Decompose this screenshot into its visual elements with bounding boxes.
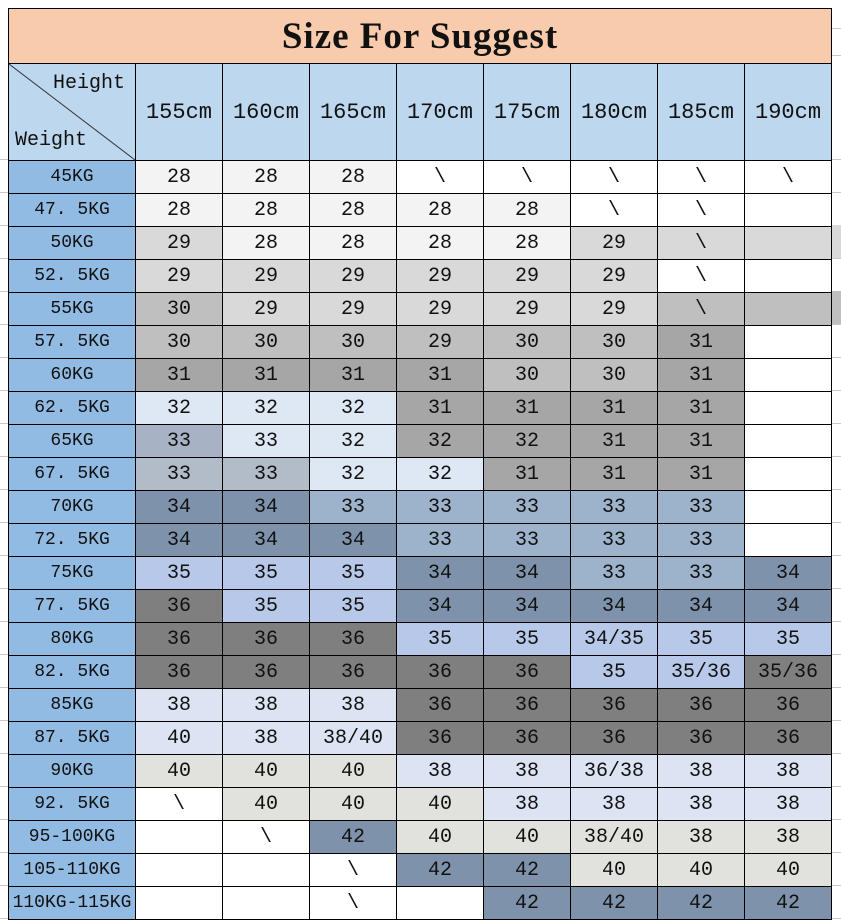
size-cell: 40 bbox=[658, 854, 745, 887]
size-cell: 28 bbox=[397, 227, 484, 260]
weight-row-label: 95-100KG bbox=[9, 821, 136, 854]
weight-row-label: 80KG bbox=[9, 623, 136, 656]
height-header: 185cm bbox=[658, 64, 745, 161]
table-row bbox=[9, 788, 832, 821]
size-cell: 38 bbox=[745, 755, 832, 788]
size-cell: 33 bbox=[223, 425, 310, 458]
size-cell: 29 bbox=[484, 260, 571, 293]
weight-row-label: 50KG bbox=[9, 227, 136, 260]
size-cell: 34 bbox=[484, 590, 571, 623]
table-row bbox=[9, 326, 832, 359]
size-cell: \ bbox=[658, 161, 745, 194]
size-cell: 36 bbox=[745, 722, 832, 755]
table-row bbox=[9, 689, 832, 722]
size-cell: 40 bbox=[397, 788, 484, 821]
size-cell: 34 bbox=[484, 557, 571, 590]
size-cell: 33 bbox=[484, 524, 571, 557]
size-cell: 38 bbox=[658, 755, 745, 788]
size-cell bbox=[745, 425, 832, 458]
height-header: 175cm bbox=[484, 64, 571, 161]
size-cell: 29 bbox=[397, 326, 484, 359]
weight-row-label: 87. 5KG bbox=[9, 722, 136, 755]
table-row bbox=[9, 194, 832, 227]
size-cell bbox=[745, 524, 832, 557]
size-cell: 40 bbox=[136, 755, 223, 788]
size-cell: 38 bbox=[223, 722, 310, 755]
weight-row-label: 77. 5KG bbox=[9, 590, 136, 623]
size-cell: 35 bbox=[658, 623, 745, 656]
size-cell: 33 bbox=[223, 458, 310, 491]
table-row bbox=[9, 425, 832, 458]
size-cell: 32 bbox=[223, 392, 310, 425]
size-cell bbox=[745, 491, 832, 524]
size-cell: 33 bbox=[397, 491, 484, 524]
size-cell: \ bbox=[658, 293, 745, 326]
size-cell: 29 bbox=[571, 227, 658, 260]
corner-cell bbox=[9, 64, 136, 161]
size-cell: 38 bbox=[484, 755, 571, 788]
size-cell bbox=[745, 326, 832, 359]
size-cell: 36 bbox=[658, 722, 745, 755]
size-cell: 36 bbox=[571, 689, 658, 722]
size-cell: 28 bbox=[310, 227, 397, 260]
table-row bbox=[9, 590, 832, 623]
size-cell: 40 bbox=[484, 821, 571, 854]
size-cell bbox=[136, 887, 223, 920]
size-cell: 29 bbox=[571, 260, 658, 293]
size-cell: 31 bbox=[658, 458, 745, 491]
size-cell bbox=[745, 194, 832, 227]
height-header: 190cm bbox=[745, 64, 832, 161]
page-title: Size For Suggest bbox=[9, 9, 832, 64]
size-cell: 40 bbox=[310, 755, 397, 788]
size-cell bbox=[136, 821, 223, 854]
size-cell: 36 bbox=[658, 689, 745, 722]
size-cell: 38 bbox=[136, 689, 223, 722]
size-cell: 40 bbox=[310, 788, 397, 821]
size-cell: 29 bbox=[310, 293, 397, 326]
table-row bbox=[9, 161, 832, 194]
size-suggest-table bbox=[8, 8, 832, 920]
size-cell: \ bbox=[571, 161, 658, 194]
size-cell: 28 bbox=[136, 194, 223, 227]
size-cell: 42 bbox=[658, 887, 745, 920]
size-cell: 36 bbox=[136, 590, 223, 623]
size-cell: 36 bbox=[484, 656, 571, 689]
size-cell: 36 bbox=[136, 656, 223, 689]
table-row bbox=[9, 887, 832, 920]
weight-row-label: 75KG bbox=[9, 557, 136, 590]
size-cell: 30 bbox=[136, 326, 223, 359]
size-cell: 42 bbox=[484, 854, 571, 887]
size-cell: \ bbox=[310, 854, 397, 887]
size-cell: 35 bbox=[397, 623, 484, 656]
size-cell: 34 bbox=[745, 590, 832, 623]
size-cell bbox=[745, 458, 832, 491]
size-cell: 40 bbox=[397, 821, 484, 854]
size-cell: 31 bbox=[658, 326, 745, 359]
size-cell bbox=[223, 854, 310, 887]
size-cell: 31 bbox=[310, 359, 397, 392]
table-row bbox=[9, 557, 832, 590]
table-row bbox=[9, 854, 832, 887]
size-cell: 34 bbox=[136, 491, 223, 524]
height-header: 165cm bbox=[310, 64, 397, 161]
weight-row-label: 62. 5KG bbox=[9, 392, 136, 425]
size-cell: \ bbox=[310, 887, 397, 920]
size-cell: 34 bbox=[223, 524, 310, 557]
size-cell: 38 bbox=[310, 689, 397, 722]
table-row bbox=[9, 491, 832, 524]
size-cell: 42 bbox=[484, 887, 571, 920]
size-cell: 35 bbox=[745, 623, 832, 656]
size-cell: \ bbox=[658, 260, 745, 293]
header-row bbox=[9, 64, 832, 161]
size-cell: \ bbox=[745, 161, 832, 194]
table-row bbox=[9, 392, 832, 425]
weight-row-label: 55KG bbox=[9, 293, 136, 326]
size-cell: 42 bbox=[745, 887, 832, 920]
size-cell: 38 bbox=[397, 755, 484, 788]
size-cell: 36 bbox=[223, 623, 310, 656]
height-header: 160cm bbox=[223, 64, 310, 161]
size-cell: 31 bbox=[484, 458, 571, 491]
size-cell: 28 bbox=[484, 194, 571, 227]
size-cell: 36 bbox=[397, 656, 484, 689]
size-cell bbox=[223, 887, 310, 920]
size-cell: 35 bbox=[571, 656, 658, 689]
table-row bbox=[9, 524, 832, 557]
size-cell: 31 bbox=[571, 425, 658, 458]
size-cell: 28 bbox=[136, 161, 223, 194]
size-cell: \ bbox=[397, 161, 484, 194]
size-cell: 35 bbox=[223, 557, 310, 590]
size-cell: 33 bbox=[136, 425, 223, 458]
size-cell: 32 bbox=[397, 425, 484, 458]
size-cell: 31 bbox=[397, 392, 484, 425]
size-cell: 36 bbox=[397, 722, 484, 755]
size-cell: 36/38 bbox=[571, 755, 658, 788]
weight-row-label: 110KG-115KG bbox=[9, 887, 136, 920]
size-cell: 38/40 bbox=[310, 722, 397, 755]
size-cell: 31 bbox=[223, 359, 310, 392]
size-cell: 40 bbox=[223, 755, 310, 788]
margin-gridline bbox=[831, 55, 841, 56]
size-cell: 30 bbox=[571, 326, 658, 359]
size-cell: 31 bbox=[658, 359, 745, 392]
size-cell bbox=[745, 260, 832, 293]
size-cell: 29 bbox=[310, 260, 397, 293]
size-cell: 30 bbox=[310, 326, 397, 359]
size-cell: 33 bbox=[571, 524, 658, 557]
table-row bbox=[9, 722, 832, 755]
size-cell: 42 bbox=[397, 854, 484, 887]
size-cell bbox=[397, 887, 484, 920]
size-cell bbox=[745, 392, 832, 425]
weight-row-label: 72. 5KG bbox=[9, 524, 136, 557]
size-cell: 36 bbox=[136, 623, 223, 656]
size-cell: 36 bbox=[484, 722, 571, 755]
weight-row-label: 90KG bbox=[9, 755, 136, 788]
size-cell: 35 bbox=[310, 590, 397, 623]
size-cell: 38 bbox=[658, 788, 745, 821]
size-cell: 33 bbox=[658, 524, 745, 557]
corner-weight-label: Weight bbox=[15, 129, 88, 152]
overflow-fill-55kg bbox=[831, 291, 841, 324]
size-cell: 38/40 bbox=[571, 821, 658, 854]
table-row bbox=[9, 260, 832, 293]
weight-row-label: 70KG bbox=[9, 491, 136, 524]
size-cell: 35 bbox=[136, 557, 223, 590]
size-cell: \ bbox=[136, 788, 223, 821]
size-cell: 31 bbox=[397, 359, 484, 392]
size-cell: 42 bbox=[571, 887, 658, 920]
title-row bbox=[9, 9, 832, 64]
size-cell: 31 bbox=[571, 458, 658, 491]
size-cell: 35 bbox=[223, 590, 310, 623]
size-cell: 34 bbox=[397, 590, 484, 623]
size-cell: 31 bbox=[136, 359, 223, 392]
size-cell: 40 bbox=[136, 722, 223, 755]
size-cell: 40 bbox=[745, 854, 832, 887]
size-cell bbox=[745, 293, 832, 326]
size-cell: \ bbox=[484, 161, 571, 194]
size-cell: 28 bbox=[223, 161, 310, 194]
size-cell: 34 bbox=[310, 524, 397, 557]
size-cell: 28 bbox=[310, 194, 397, 227]
size-cell: 28 bbox=[310, 161, 397, 194]
size-cell: 36 bbox=[484, 689, 571, 722]
size-cell: 38 bbox=[484, 788, 571, 821]
size-cell: 31 bbox=[484, 392, 571, 425]
size-cell: 31 bbox=[658, 425, 745, 458]
size-cell: 33 bbox=[658, 491, 745, 524]
size-cell: 33 bbox=[571, 557, 658, 590]
weight-row-label: 45KG bbox=[9, 161, 136, 194]
size-cell: 32 bbox=[136, 392, 223, 425]
size-cell: 35/36 bbox=[745, 656, 832, 689]
size-cell: 29 bbox=[223, 293, 310, 326]
size-cell: 38 bbox=[745, 788, 832, 821]
size-cell: 33 bbox=[310, 491, 397, 524]
size-cell: 35 bbox=[310, 557, 397, 590]
size-cell: 35 bbox=[484, 623, 571, 656]
size-cell: 36 bbox=[223, 656, 310, 689]
size-cell: 38 bbox=[658, 821, 745, 854]
size-cell: 28 bbox=[223, 227, 310, 260]
weight-row-label: 82. 5KG bbox=[9, 656, 136, 689]
size-cell: 31 bbox=[571, 392, 658, 425]
size-cell: 36 bbox=[310, 623, 397, 656]
size-cell: 40 bbox=[571, 854, 658, 887]
size-cell: 29 bbox=[571, 293, 658, 326]
size-cell: 36 bbox=[397, 689, 484, 722]
size-cell: 34/35 bbox=[571, 623, 658, 656]
size-cell: 33 bbox=[571, 491, 658, 524]
margin-gridline bbox=[831, 28, 841, 29]
size-cell: 32 bbox=[310, 425, 397, 458]
size-cell: 29 bbox=[397, 293, 484, 326]
size-cell: 34 bbox=[658, 590, 745, 623]
size-cell: 36 bbox=[745, 689, 832, 722]
height-header: 180cm bbox=[571, 64, 658, 161]
size-cell: 40 bbox=[223, 788, 310, 821]
size-cell: 28 bbox=[397, 194, 484, 227]
size-cell: \ bbox=[223, 821, 310, 854]
size-cell: 33 bbox=[136, 458, 223, 491]
size-cell: 38 bbox=[571, 788, 658, 821]
table-row bbox=[9, 755, 832, 788]
size-cell: 35/36 bbox=[658, 656, 745, 689]
size-cell: 30 bbox=[571, 359, 658, 392]
size-cell: 32 bbox=[310, 458, 397, 491]
size-cell: 38 bbox=[223, 689, 310, 722]
weight-row-label: 52. 5KG bbox=[9, 260, 136, 293]
height-header: 155cm bbox=[136, 64, 223, 161]
weight-row-label: 67. 5KG bbox=[9, 458, 136, 491]
size-cell: 30 bbox=[484, 359, 571, 392]
size-cell bbox=[745, 359, 832, 392]
table-row bbox=[9, 623, 832, 656]
height-header: 170cm bbox=[397, 64, 484, 161]
size-cell: 29 bbox=[484, 293, 571, 326]
size-cell: 29 bbox=[397, 260, 484, 293]
size-cell: 34 bbox=[571, 590, 658, 623]
size-cell: 31 bbox=[658, 392, 745, 425]
right-margin-gridlines bbox=[831, 159, 841, 919]
size-cell: 36 bbox=[571, 722, 658, 755]
size-cell: 33 bbox=[484, 491, 571, 524]
weight-row-label: 105-110KG bbox=[9, 854, 136, 887]
overflow-fill-50kg bbox=[831, 225, 841, 258]
size-cell: \ bbox=[658, 194, 745, 227]
weight-row-label: 65KG bbox=[9, 425, 136, 458]
table-row bbox=[9, 656, 832, 689]
size-cell bbox=[136, 854, 223, 887]
size-cell: 32 bbox=[484, 425, 571, 458]
size-cell: 30 bbox=[136, 293, 223, 326]
weight-row-label: 92. 5KG bbox=[9, 788, 136, 821]
left-margin-gridlines bbox=[0, 159, 8, 919]
size-cell: 34 bbox=[745, 557, 832, 590]
size-cell: \ bbox=[571, 194, 658, 227]
size-cell: 34 bbox=[136, 524, 223, 557]
size-cell: 34 bbox=[397, 557, 484, 590]
weight-row-label: 47. 5KG bbox=[9, 194, 136, 227]
weight-row-label: 57. 5KG bbox=[9, 326, 136, 359]
table-row bbox=[9, 821, 832, 854]
size-cell bbox=[745, 227, 832, 260]
size-cell: 34 bbox=[223, 491, 310, 524]
table-row bbox=[9, 227, 832, 260]
size-cell: 29 bbox=[136, 260, 223, 293]
size-cell: 33 bbox=[658, 557, 745, 590]
size-cell: \ bbox=[658, 227, 745, 260]
table-row bbox=[9, 359, 832, 392]
size-cell: 30 bbox=[223, 326, 310, 359]
size-cell: 38 bbox=[745, 821, 832, 854]
size-cell: 42 bbox=[310, 821, 397, 854]
table-row bbox=[9, 293, 832, 326]
size-cell: 33 bbox=[397, 524, 484, 557]
size-cell: 28 bbox=[223, 194, 310, 227]
weight-row-label: 85KG bbox=[9, 689, 136, 722]
size-cell: 28 bbox=[484, 227, 571, 260]
size-cell: 36 bbox=[310, 656, 397, 689]
weight-row-label: 60KG bbox=[9, 359, 136, 392]
size-cell: 29 bbox=[223, 260, 310, 293]
corner-height-label: Height bbox=[52, 72, 125, 95]
size-cell: 32 bbox=[397, 458, 484, 491]
size-cell: 30 bbox=[484, 326, 571, 359]
size-cell: 32 bbox=[310, 392, 397, 425]
size-cell: 29 bbox=[136, 227, 223, 260]
table-row bbox=[9, 458, 832, 491]
